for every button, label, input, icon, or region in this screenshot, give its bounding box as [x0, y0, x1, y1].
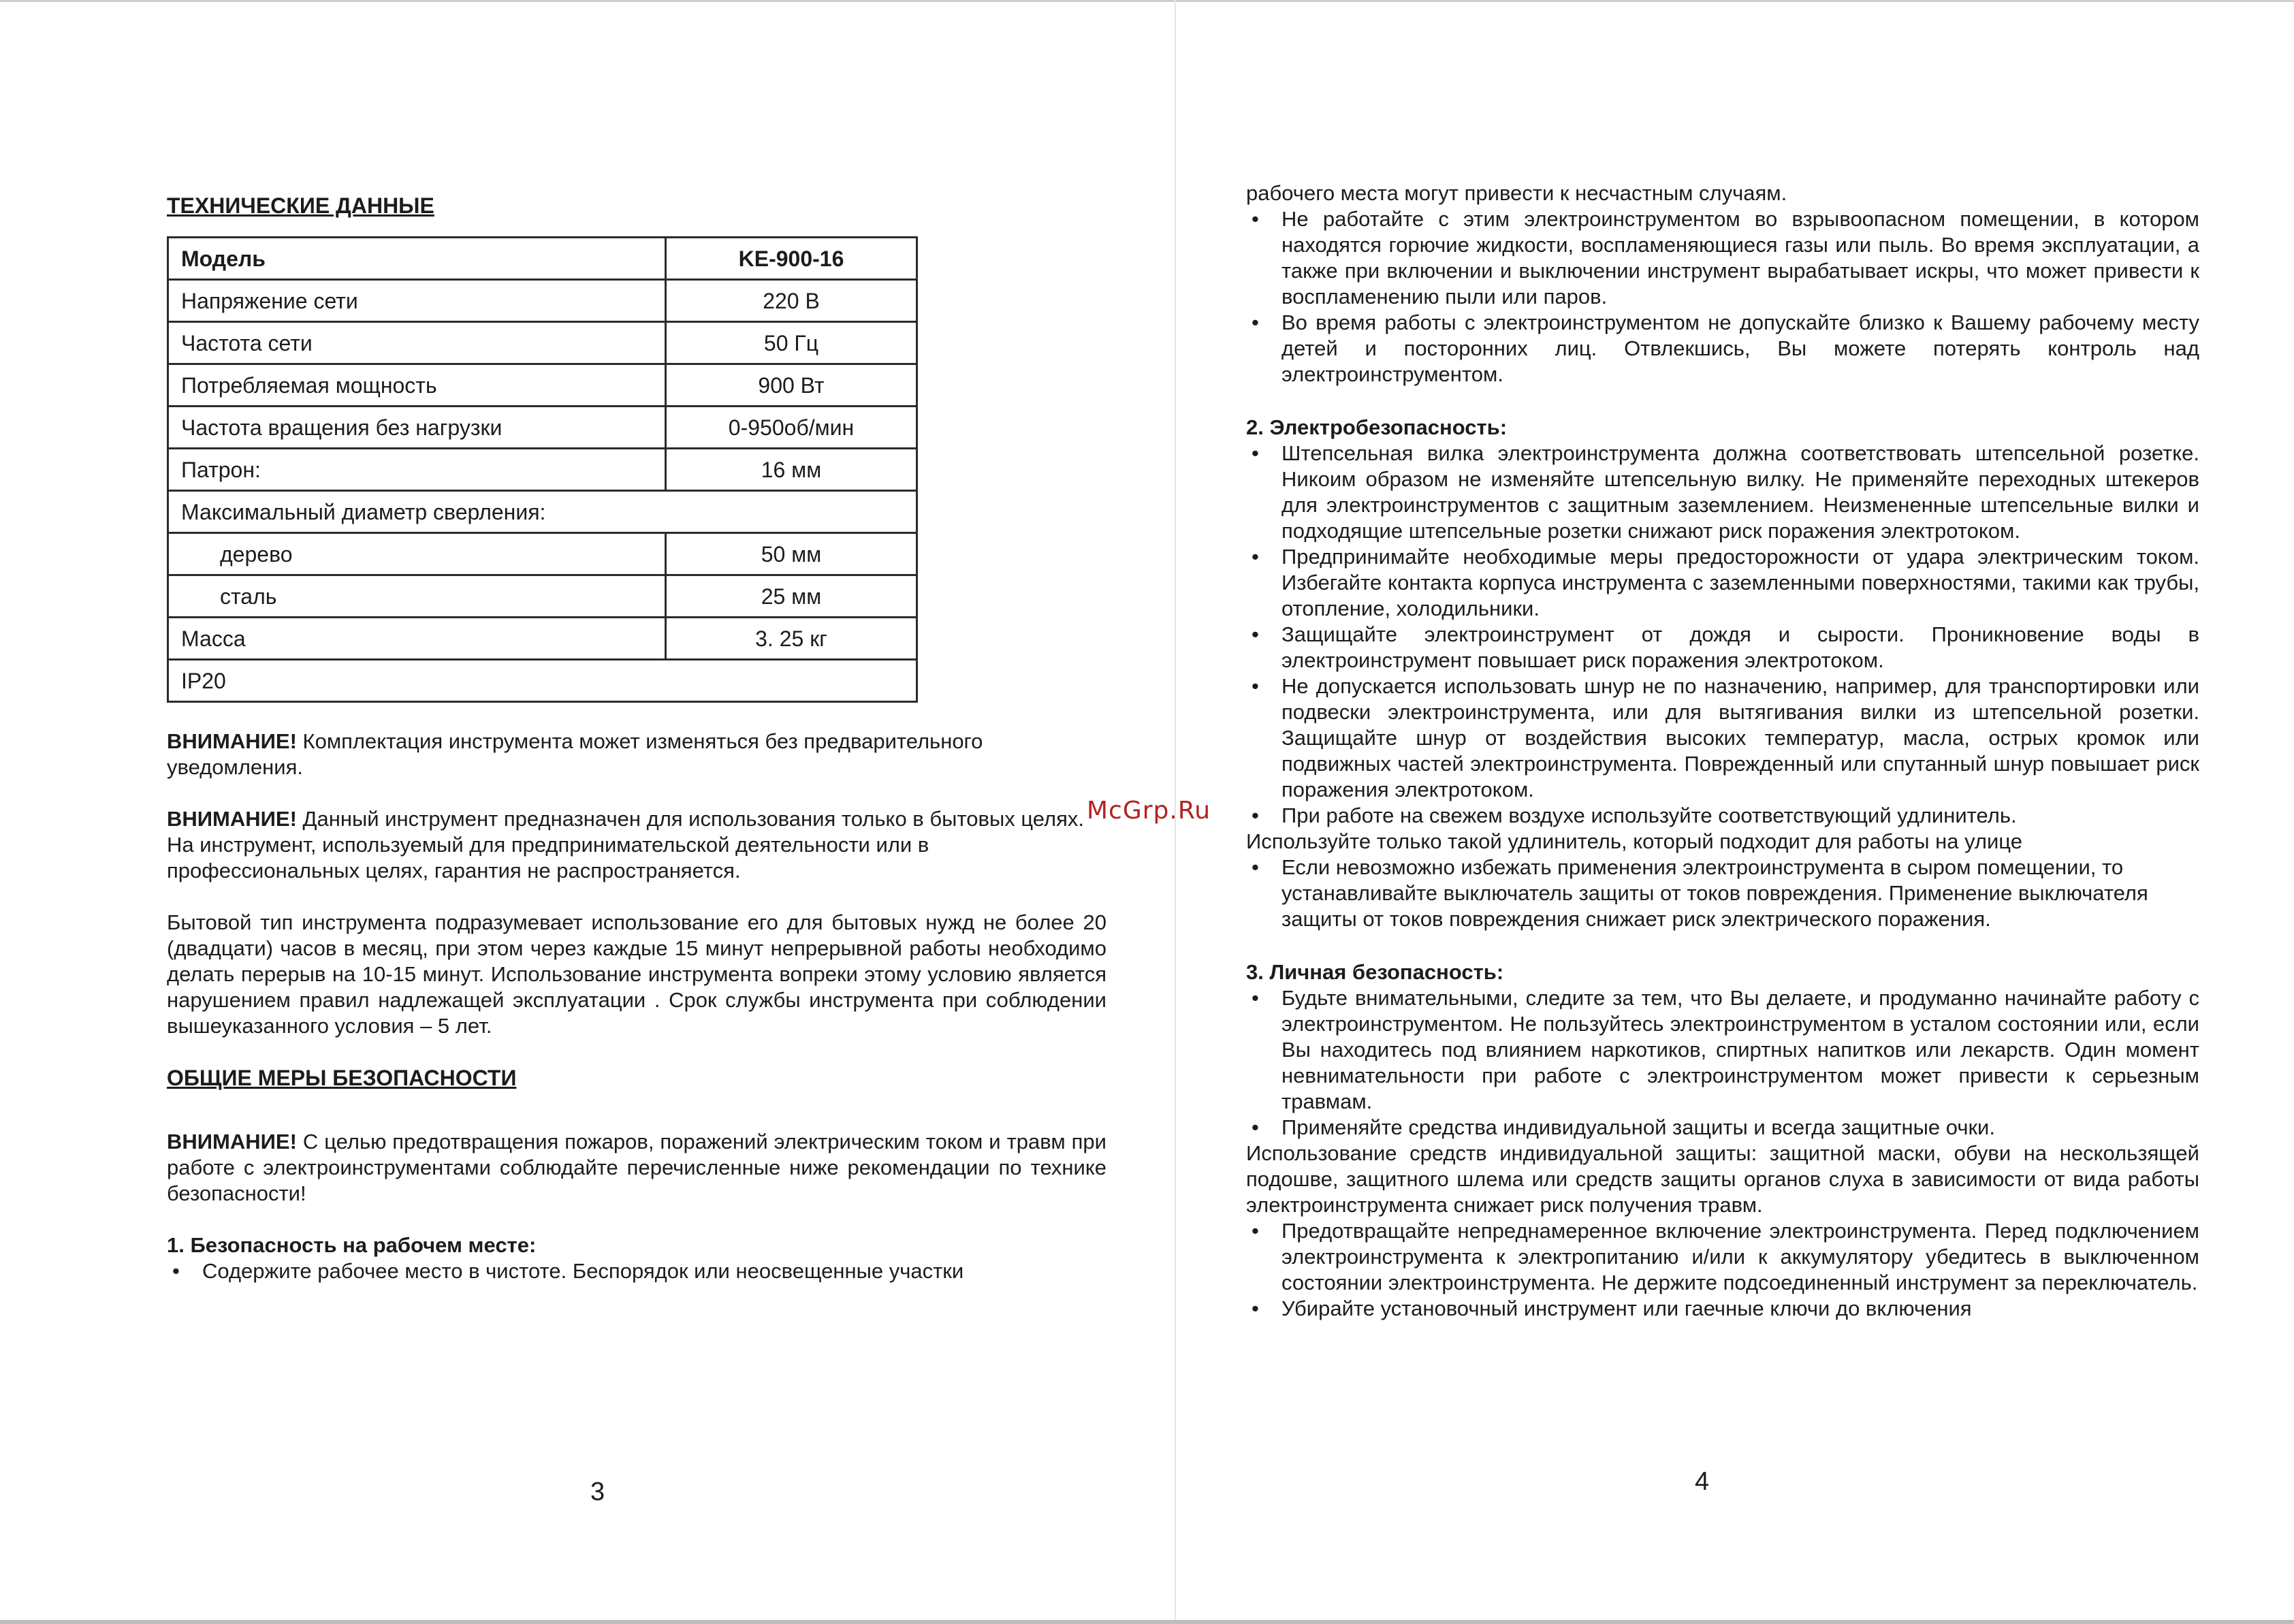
- section-3-list: [1246, 985, 2199, 1141]
- bullet-icon: •: [1252, 545, 1259, 569]
- household-use-paragraph: Бытовой тип инструмента подразумевает использование его для бытовых нужд не более 20 (двадцати) часов в месяц, при этом через каждые 15 минут непрерывной работы необходимо делать перерыв на 10-15 минут. Использование инструмента вопреки этому условию является нарушением правил надлежащей эксплуатации . Срок службы инструмента при соблюдении вышеуказанного условия – 5 лет.: [167, 910, 1106, 1038]
- spec-value: 50 мм: [666, 533, 917, 575]
- spec-row-mass: [168, 618, 917, 660]
- page-number: 3: [590, 1478, 605, 1506]
- safety-heading: ОБЩИЕ МЕРЫ БЕЗОПАСНОСТИ: [167, 1066, 517, 1090]
- tech-data-heading: ТЕХНИЧЕСКИЕ ДАННЫЕ: [167, 193, 434, 218]
- spec-value: 50 Гц: [666, 322, 917, 364]
- attention-note-2: [167, 806, 1106, 832]
- attention-text: Данный инструмент предназначен для использования только в бытовых целях.: [296, 807, 1084, 831]
- list-item: • Предотвращайте непреднамеренное включение электроинструмента. Перед подключением электроинструмента к электропитанию и/или к аккумулятору убедитесь в выключенном состоянии электроинструмента. Не держите подсоединенный инструмент за переключатель.: [1252, 1219, 2199, 1294]
- bullet-icon: •: [1252, 311, 1259, 334]
- attention-label: ВНИМАНИЕ!: [167, 1130, 297, 1153]
- warranty-note: На инструмент, используемый для предпринимательской деятельности или в профессиональных целях, гарантия не распространяется.: [167, 833, 929, 882]
- attention-note-3: [167, 1129, 1106, 1207]
- extension-note: Используйте только такой удлинитель, который подходит для работы на улице: [1246, 829, 2022, 853]
- list-item: • Предпринимайте необходимые меры предосторожности от удара электрическим током. Избегайте контакта корпуса инструмента с заземленными поверхностями, такими как трубы, отопление, холодильники.: [1252, 545, 2199, 620]
- bullet-icon: •: [1252, 1219, 1259, 1243]
- section-1-title: 1. Безопасность на рабочем месте:: [167, 1233, 537, 1257]
- spec-row-steel: [168, 575, 917, 618]
- list-item: • Убирайте установочный инструмент или гаечные ключи до включения: [1252, 1296, 1972, 1320]
- spec-value: 220 В: [666, 280, 917, 322]
- spec-row-ip: [168, 660, 917, 702]
- spec-table: [167, 236, 918, 703]
- page-bottom-edge: [0, 1620, 2294, 1624]
- spec-label: дерево: [168, 533, 666, 575]
- list-item: • Защищайте электроинструмент от дождя и сырости. Проникновение воды в электроинструмент повышает риск поражения электротоком.: [1252, 622, 2199, 672]
- spec-value: 25 мм: [666, 575, 917, 618]
- left-page-content: [167, 193, 1106, 1284]
- spec-row: [168, 280, 917, 322]
- continuation-text: рабочего места могут привести к несчастным случаям.: [1246, 181, 1787, 205]
- spec-table-header: [168, 238, 917, 280]
- spec-label: IP20: [168, 660, 917, 702]
- bullet-icon: •: [1252, 986, 1259, 1010]
- list-item: • Не допускается использовать шнур не по назначению, например, для транспортировки или подвески электроинструмента, или для вытягивания вилки из штепсельной розетки. Защищайте шнур от воздействия высоких температур, масла, острых кромок или подвижных частей электроинструмента. Поврежденный или спутанный шнур повышает риск поражения электротоком.: [1252, 674, 2199, 801]
- bullet-icon: •: [172, 1259, 180, 1283]
- spec-row: [168, 322, 917, 364]
- spec-label: Частота сети: [168, 322, 666, 364]
- bullet-icon: •: [1252, 1296, 1259, 1320]
- section-2-list: [1246, 441, 2199, 829]
- list-item: • Не работайте с этим электроинструментом во взрывоопасном помещении, в котором находятся горючие жидкости, воспламеняющиеся газы или пыль. Во время эксплуатации, а также при включении и выключении инструмент вырабатывает искры, что может привести к воспламенению пыли или паров.: [1252, 207, 2199, 308]
- spec-row: [168, 364, 917, 407]
- attention-text: С целью предотвращения пожаров, поражений электрическим током и травм при работе с электроинструментами соблюдайте перечисленные ниже рекомендации по технике безопасности!: [167, 1130, 1106, 1205]
- bullet-icon: •: [1252, 803, 1259, 827]
- bullet-icon: •: [1252, 1115, 1259, 1139]
- spec-label: Максимальный диаметр сверления:: [168, 491, 917, 533]
- ppe-note: Использование средств индивидуальной защиты: защитной маски, обуви на нескользящей подошве, защитного шлема или средств защиты органов слуха в зависимости от вида работы электроинструмента снижает риск получения травм.: [1246, 1141, 2199, 1217]
- list-item: • Содержите рабочее место в чистоте. Беспорядок или неосвещенные участки: [172, 1259, 964, 1283]
- spec-label: Патрон:: [168, 449, 666, 491]
- spec-row-wood: [168, 533, 917, 575]
- attention-label: ВНИМАНИЕ!: [167, 729, 297, 753]
- spec-row: [168, 449, 917, 491]
- bullet-icon: •: [1252, 622, 1259, 646]
- list-item: • Будьте внимательными, следите за тем, что Вы делаете, и продуманно начинайте работу с электроинструментом. Не пользуйтесь электроинструментом в усталом состоянии или, если Вы находитесь под влиянием наркотиков, спиртных напитков или лекарств. Один момент невнимательности при работе с электроинструментом может привести к серьезным травмам.: [1252, 986, 2199, 1113]
- watermark: McGrp.Ru: [1087, 797, 1211, 825]
- list-item: • При работе на свежем воздухе используйте соответствующий удлинитель.: [1252, 803, 2017, 827]
- section-2-list-end: [1246, 855, 2199, 932]
- section-3-title: 3. Личная безопасность:: [1246, 960, 1504, 984]
- list-item: • Если невозможно избежать применения электроинструмента в сыром помещении, то устанавливайте выключатель защиты от токов повреждения. Применение выключателя защиты от токов повреждения снижает риск электрического поражения.: [1252, 855, 2148, 931]
- bullet-icon: •: [1252, 674, 1259, 698]
- spec-label: Частота вращения без нагрузки: [168, 407, 666, 449]
- spec-label: Потребляемая мощность: [168, 364, 666, 407]
- spec-label: Модель: [168, 238, 666, 280]
- page-number: 4: [1695, 1467, 1710, 1496]
- section-2-title: 2. Электробезопасность:: [1246, 415, 1508, 439]
- bullet-icon: •: [1252, 441, 1259, 465]
- right-page: [1147, 0, 2294, 1624]
- attention-note-1: [167, 729, 1106, 780]
- section-3-list-b: [1246, 1218, 2199, 1322]
- spec-value: KE-900-16: [666, 238, 917, 280]
- spec-label: сталь: [168, 575, 666, 618]
- bullet-icon: •: [1252, 207, 1259, 231]
- spec-value: 3. 25 кг: [666, 618, 917, 660]
- spec-value: 900 Вт: [666, 364, 917, 407]
- attention-text: Комплектация инструмента может изменяться без предварительного уведомления.: [167, 729, 983, 779]
- spec-value: 0-950об/мин: [666, 407, 917, 449]
- section-1-list-cont: [1246, 206, 2199, 387]
- list-item: • Во время работы с электроинструментом не допускайте близко к Вашему рабочему месту детей и посторонних лиц. Отвлекшись, Вы можете потерять контроль над электроинструментом.: [1252, 311, 2199, 386]
- spec-row: [168, 407, 917, 449]
- attention-label: ВНИМАНИЕ!: [167, 807, 297, 831]
- bullet-icon: •: [1252, 855, 1259, 879]
- list-item: • Применяйте средства индивидуальной защиты и всегда защитные очки.: [1252, 1115, 1995, 1139]
- spec-label: Напряжение сети: [168, 280, 666, 322]
- spec-value: 16 мм: [666, 449, 917, 491]
- section-1-list: [167, 1258, 1106, 1284]
- right-page-content: [1246, 180, 2199, 1322]
- list-item: • Штепсельная вилка электроинструмента должна соответствовать штепсельной розетке. Никоим образом не изменяйте штепсельную вилку. Не применяйте переходных штекеров для электроинструментов с защитным заземлением. Неизмененные штепсельные вилки и подходящие штепсельные розетки снижают риск поражения электротоком.: [1252, 441, 2199, 543]
- spec-label: Масса: [168, 618, 666, 660]
- spec-row-max-diameter: [168, 491, 917, 533]
